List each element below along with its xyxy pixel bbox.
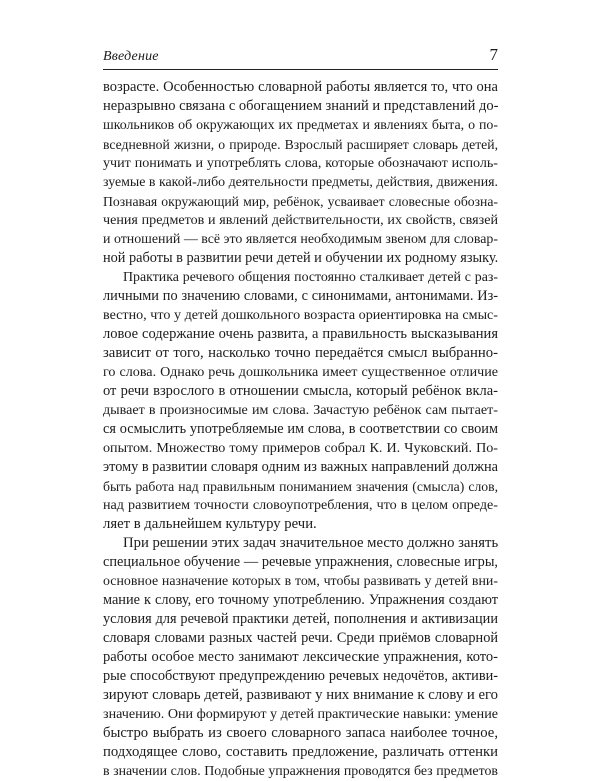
text-line: чения предметов и явлений действительности, их свойств, связей [103, 212, 498, 228]
paragraph-2 [103, 268, 498, 534]
text-line: опытом. Множество тому примеров собрал К. И. Чуковский. По- [103, 440, 498, 456]
text-line: учит понимать и употреблять слова, которые обозначают исполь- [103, 155, 498, 171]
text-line: рые способствуют предупреждению речевых недочётов, активи- [103, 668, 498, 684]
text-line: Практика речевого общения постоянно сталкивает детей с раз- [123, 270, 498, 285]
text-line: ловое содержание очень развита, а правильность высказывания [103, 326, 498, 342]
text-line: работы особое место занимают лексические упражнения, кото- [103, 649, 498, 665]
text-line: основное назначение которых в том, чтобы развивать у детей вни- [103, 574, 498, 589]
text-line: мание к слову, его точному употреблению. Упражнения создают [103, 592, 498, 608]
text-line: этому в развитии словаря одним из важных направлений должна [103, 459, 499, 475]
text-line: вседневной жизни, о природе. Взрослый расширяет словарь детей, [103, 137, 498, 152]
text-line: словаря словами разных частей речи. Среди приёмов словарной [103, 630, 498, 646]
text-line: личными по значению словами, с синонимами, антонимами. Из- [103, 288, 498, 304]
text-line: значению. Они формируют у детей практические навыки: умение [103, 706, 498, 722]
text-line: возрасте. Особенностью словарной работы является то, что она [103, 79, 498, 95]
text-line: ной работы в развитии речи детей и обучении их родному языку. [103, 250, 499, 266]
text-line: го слова. Однако речь дошкольника имеет существенное отличие [103, 364, 498, 380]
text-line: от речи взрослого в отношении смысла, который ребёнок вкла- [103, 383, 498, 399]
text-line: над развитием точности словоупотребления, что в целом опреде- [103, 497, 498, 513]
text-line: подходящее слово, составить предложение, различать оттенки [103, 744, 498, 760]
text-line: условия для речевой практики детей, пополнения и активизации [103, 611, 498, 627]
text-line: зуемые в какой-либо деятельности предметы, действия, движения. [103, 175, 498, 190]
text-line: При решении этих задач значительное место должно занять [123, 535, 499, 551]
text-line: быть работа над правильным пониманием значения (смысла) слов, [103, 479, 498, 494]
text-line: ляет в дальнейшем культуру речи. [103, 516, 317, 532]
text-line: вестно, что у детей дошкольного возраста ориентировка на смыс- [103, 307, 498, 323]
page-number: 7 [489, 45, 498, 64]
paragraph-3 [103, 534, 498, 781]
running-head [103, 43, 498, 69]
text-line: специальное обучение — речевые упражнения, словесные игры, [103, 554, 498, 570]
text-line: зависит от того, насколько точно передаётся смысл выбранно- [103, 345, 498, 361]
paragraph-1 [103, 78, 498, 268]
text-line: в значении слов. Подобные упражнения проводятся без предметов [103, 764, 498, 779]
text-line: дывает в произносимые им слова. Зачастую ребёнок сам пытает- [103, 402, 498, 418]
text-line: быстро выбрать из своего словарного запаса наиболее точное, [103, 725, 498, 741]
text-line: зируют словарь детей, развивают у них внимание к слову и его [103, 687, 498, 703]
text-line: школьников об окружающих их предметах и явлениях быта, о по- [103, 118, 498, 133]
section-title: Введение [103, 49, 159, 64]
text-line: неразрывно связана с обогащением знаний и представлений до- [103, 98, 499, 114]
header-rule [103, 69, 498, 70]
text-line: Познавая окружающий мир, ребёнок, усваивает словесные обозна- [103, 194, 498, 209]
text-line: и отношений — всё это является необходимым звеном для словар- [103, 232, 498, 247]
body-text [103, 78, 498, 781]
text-line: ся осмыслить употребляемые им слова, в соответствии со своим [103, 421, 498, 437]
